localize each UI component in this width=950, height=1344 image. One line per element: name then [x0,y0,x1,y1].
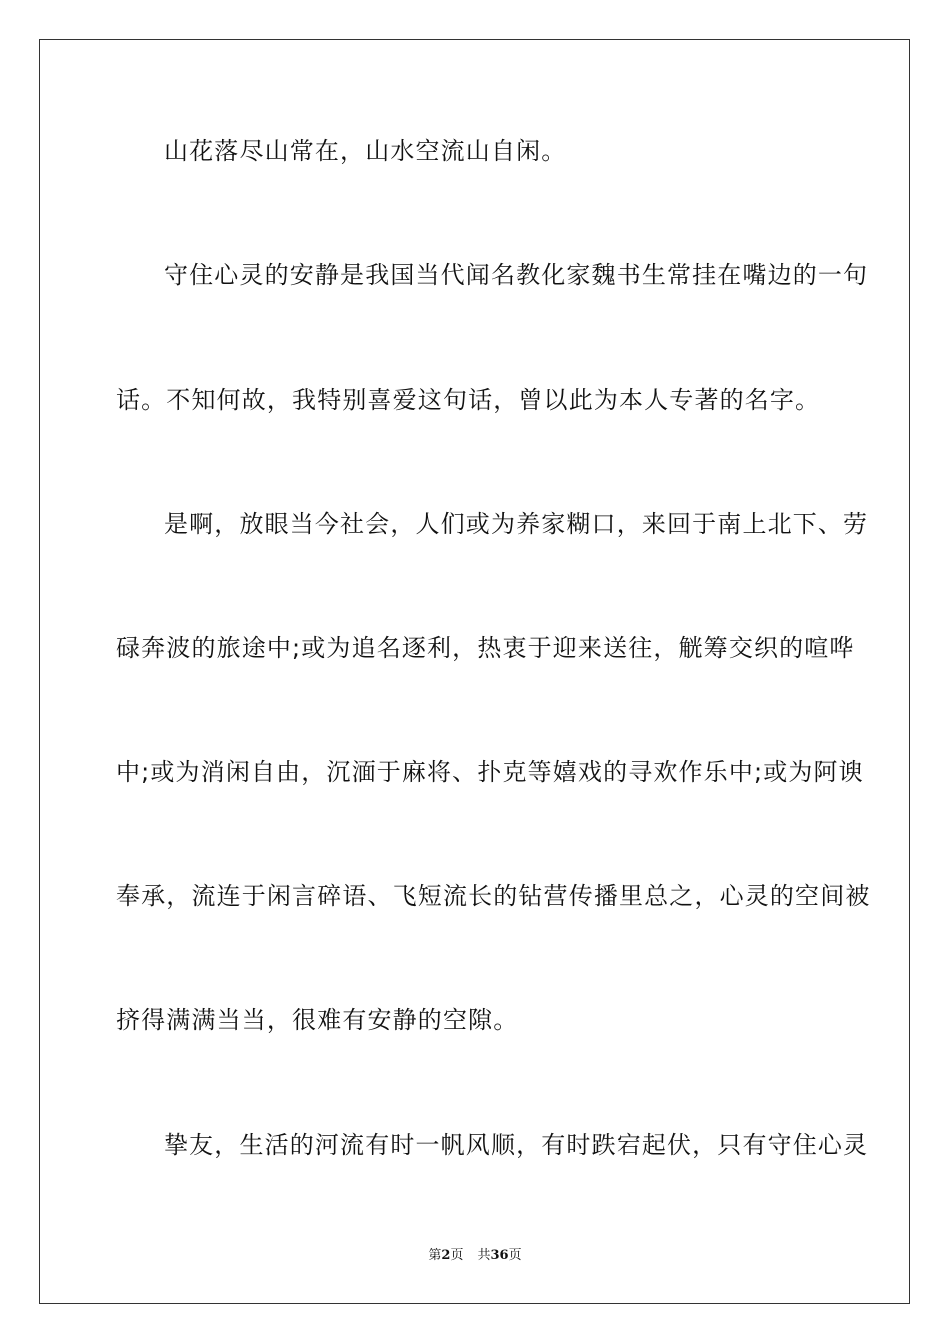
page-prefix: 第 [428,1248,442,1263]
text-line-1: 山花落尽山常在，山水空流山自闲。 [164,137,567,165]
total-unit: 页 [508,1248,522,1263]
text-line-5: 碌奔波的旅途中;或为追名逐利，热衷于迎来送往，觥筹交织的喧哗 [116,634,855,662]
text-line-2: 守住心灵的安静是我国当代闻名教化家魏书生常挂在嘴边的一句 [164,261,869,289]
text-line-4: 是啊，放眼当今社会，人们或为养家糊口，来回于南上北下、劳 [164,510,869,538]
total-prefix: 共 [477,1248,491,1263]
text-line-8: 挤得满满当当，很难有安静的空隙。 [116,1006,519,1034]
page-number: 2 [441,1248,451,1263]
page-border [39,39,910,1304]
total-pages: 36 [490,1248,509,1263]
page-footer [0,1248,950,1264]
page-unit: 页 [450,1248,464,1263]
text-line-9: 挚友，生活的河流有时一帆风顺，有时跌宕起伏，只有守住心灵 [164,1131,869,1159]
text-line-7: 奉承，流连于闲言碎语、飞短流长的钻营传播里总之，心灵的空间被 [116,882,871,910]
text-line-3: 话。不知何故，我特别喜爱这句话，曾以此为本人专著的名字。 [116,386,821,414]
text-line-6: 中;或为消闲自由，沉湎于麻将、扑克等嬉戏的寻欢作乐中;或为阿谀 [116,758,864,786]
